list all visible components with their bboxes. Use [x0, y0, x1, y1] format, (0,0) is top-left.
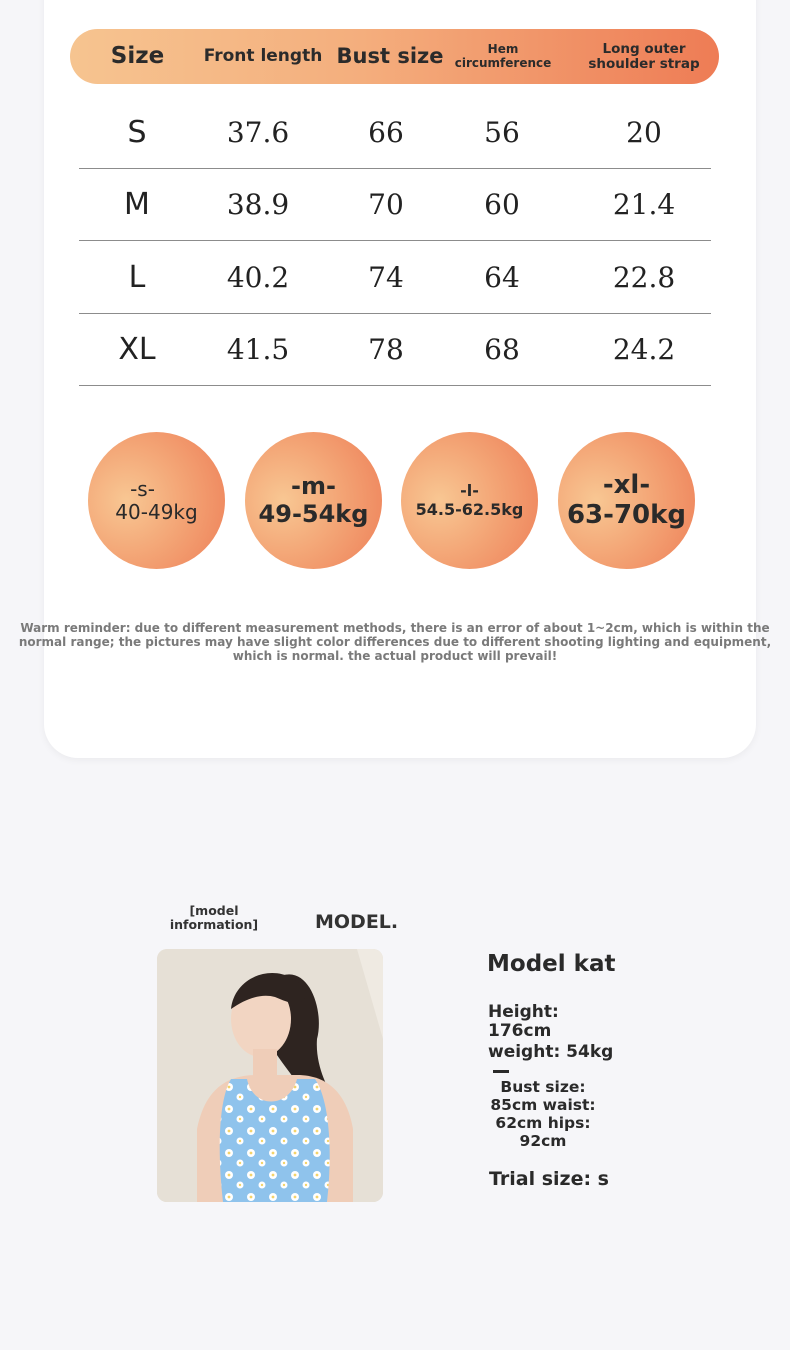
cell-front-length: 37.6 — [226, 115, 290, 149]
model-measurements: Bust size: 85cm waist: 62cm hips: 92cm — [490, 1078, 596, 1150]
model-weight: weight: 54kg — [488, 1042, 614, 1062]
cell-bust-size: 78 — [368, 332, 404, 366]
cell-size: L — [128, 259, 146, 295]
cell-front-length: 41.5 — [226, 332, 290, 366]
model-info-label: [model information] — [169, 903, 259, 932]
table-row — [79, 313, 711, 386]
cell-front-length: 40.2 — [226, 260, 290, 294]
model-heading: MODEL. — [315, 911, 399, 933]
bubble-weight-range: 63-70kg — [566, 499, 687, 530]
cell-size: XL — [118, 331, 156, 367]
cell-strap: 20 — [626, 115, 662, 149]
warm-reminder-text: Warm reminder: due to different measurement methods, there is an error of about 1~2cm, which is within the normal range; the pictures may have slight color differences due to different shooting lighting and equipment, which is normal. the actual product will prevail! — [18, 621, 772, 663]
cell-hem: 68 — [484, 332, 520, 366]
table-row — [79, 241, 711, 314]
cell-strap: 24.2 — [612, 332, 676, 366]
model-photo — [157, 949, 383, 1202]
header-bust-size: Bust size — [336, 43, 444, 68]
header-hem-circumference: Hem circumference — [454, 42, 552, 70]
cell-hem: 60 — [484, 187, 520, 221]
cell-bust-size: 70 — [368, 187, 404, 221]
bubble-weight-range: 40-49kg — [115, 499, 198, 524]
header-size: Size — [110, 42, 165, 69]
bubble-size-label: -l- — [460, 481, 479, 501]
bubble-size-label: -s- — [130, 476, 155, 501]
cell-size: M — [124, 186, 150, 222]
weight-bubble-m — [245, 432, 382, 569]
bubble-weight-range: 49-54kg — [258, 499, 369, 528]
cell-size: S — [127, 114, 147, 150]
bubble-weight-range: 54.5-62.5kg — [415, 499, 524, 519]
cell-bust-size: 66 — [368, 115, 404, 149]
header-shoulder-strap: Long outer shoulder strap — [588, 40, 700, 72]
table-row — [79, 168, 711, 241]
model-name: Model kat — [487, 951, 616, 977]
table-row — [79, 96, 711, 169]
model-height: Height: 176cm — [488, 1002, 559, 1041]
table-header — [70, 29, 719, 84]
weight-bubble-xl — [558, 432, 695, 569]
cell-strap: 21.4 — [612, 187, 676, 221]
cell-bust-size: 74 — [368, 260, 404, 294]
bubble-size-label: -xl- — [602, 469, 651, 500]
cell-strap: 22.8 — [612, 260, 676, 294]
divider-dash — [493, 1070, 509, 1073]
cell-hem: 64 — [484, 260, 520, 294]
header-front-length: Front length — [203, 46, 323, 67]
bubble-size-label: -m- — [291, 471, 336, 500]
weight-bubble-l — [401, 432, 538, 569]
cell-front-length: 38.9 — [226, 187, 290, 221]
cell-hem: 56 — [484, 115, 520, 149]
weight-bubble-s — [88, 432, 225, 569]
model-trial-size: Trial size: s — [489, 1168, 609, 1190]
model-illustration — [157, 949, 383, 1202]
